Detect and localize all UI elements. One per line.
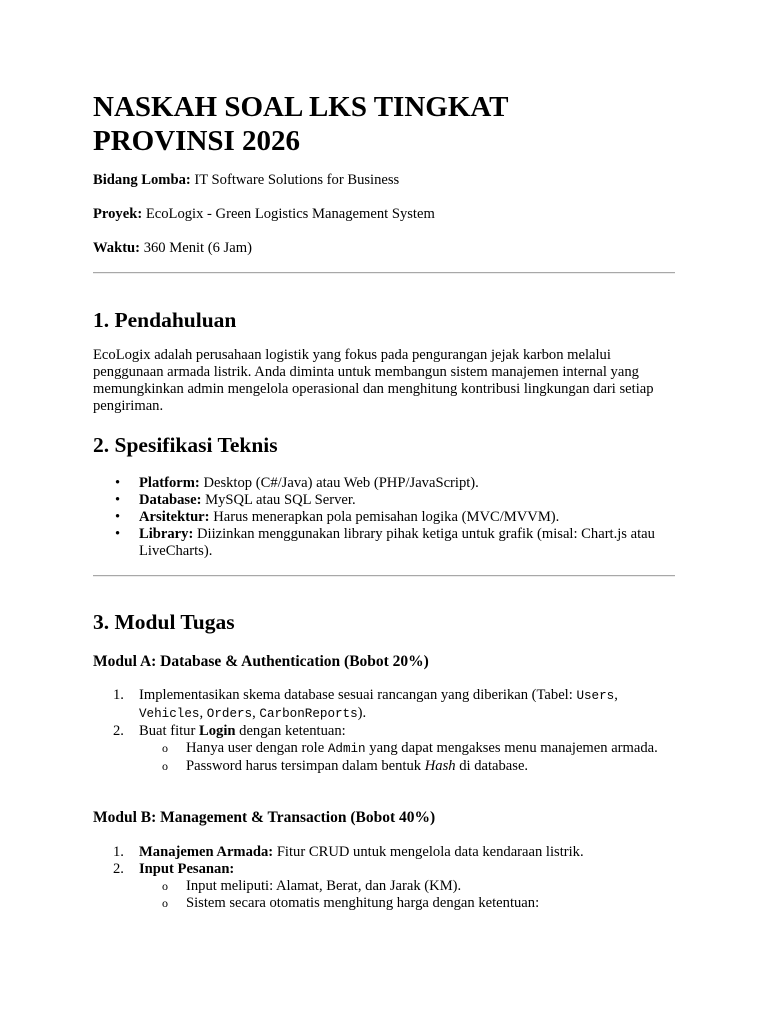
list-item <box>93 509 683 526</box>
list-item <box>93 723 683 740</box>
list-item <box>93 861 683 878</box>
item-text: Buat fitur <box>139 723 199 739</box>
spec-label: Arsitektur: <box>139 509 210 525</box>
meta-waktu-value: 360 Menit (6 Jam) <box>143 240 252 256</box>
sub-list-item <box>93 878 683 895</box>
list-number: 2. <box>113 723 124 739</box>
section-heading-modul-tugas: 3. Modul Tugas <box>93 610 235 634</box>
item-text: yang dapat mengakses menu manajemen armada. <box>365 740 658 756</box>
role-name: Admin <box>327 742 366 756</box>
item-text: Hanya user dengan role <box>186 740 328 756</box>
table-name: Users <box>576 689 615 703</box>
spec-label: Database: <box>139 492 202 508</box>
sub-list-item <box>93 740 683 758</box>
modul-a-list <box>93 687 683 775</box>
list-item <box>93 687 683 723</box>
separator: , <box>252 705 260 721</box>
bullet-icon: • <box>115 475 121 491</box>
list-number: 2. <box>113 861 124 877</box>
bullet-icon: • <box>115 509 121 525</box>
circle-bullet-icon: o <box>162 759 168 773</box>
item-text: Input meliputi: Alamat, Berat, dan Jarak (KM). <box>186 878 462 894</box>
circle-bullet-icon: o <box>162 896 168 910</box>
meta-bidang-label: Bidang Lomba: <box>93 172 191 188</box>
section-heading-spesifikasi: 2. Spesifikasi Teknis <box>93 433 278 457</box>
modul-b-list <box>93 844 683 912</box>
spec-text: Desktop (C#/Java) atau Web (PHP/JavaScript). <box>203 475 479 491</box>
spesifikasi-list <box>93 475 683 560</box>
document-title <box>93 90 683 158</box>
login-label: Login <box>199 723 236 739</box>
divider <box>93 575 675 577</box>
meta-bidang <box>93 172 683 189</box>
divider <box>93 272 675 274</box>
spec-text: Diizinkan menggunakan library pihak ketiga untuk grafik (misal: Chart.js atau LiveCharts). <box>139 526 655 559</box>
bullet-icon: • <box>115 492 121 508</box>
sub-list-item <box>93 895 683 912</box>
list-item <box>93 526 683 560</box>
list-number: 1. <box>113 844 124 860</box>
section-heading-pendahuluan: 1. Pendahuluan <box>93 308 237 332</box>
title-line-2: PROVINSI 2026 <box>93 125 301 157</box>
meta-waktu-label: Waktu: <box>93 240 141 256</box>
sub-list-item <box>93 758 683 775</box>
item-label: Manajemen Armada: <box>139 844 274 860</box>
modul-b-heading: Modul B: Management & Transaction (Bobot 40%) <box>93 809 436 826</box>
table-name: Orders <box>206 707 253 721</box>
separator: , <box>614 687 618 703</box>
meta-bidang-value: IT Software Solutions for Business <box>194 172 400 188</box>
modul-a-heading: Modul A: Database & Authentication (Bobot 20%) <box>93 653 429 670</box>
spec-label: Platform: <box>139 475 200 491</box>
list-number: 1. <box>113 687 124 703</box>
circle-bullet-icon: o <box>162 741 168 755</box>
spec-label: Library: <box>139 526 194 542</box>
item-label: Input Pesanan: <box>139 861 235 877</box>
list-item <box>93 475 683 492</box>
list-item <box>93 844 683 861</box>
meta-proyek-label: Proyek: <box>93 206 143 222</box>
item-text: Fitur CRUD untuk mengelola data kendaraan listrik. <box>273 844 584 860</box>
spec-text: Harus menerapkan pola pemisahan logika (MVC/MVVM). <box>213 509 560 525</box>
table-name: CarbonReports <box>259 707 358 721</box>
bullet-icon: • <box>115 526 121 542</box>
pendahuluan-paragraph: EcoLogix adalah perusahaan logistik yang fokus pada pengurangan jejak karbon melalui penggunaan armada listrik. Anda diminta untuk membangun sistem manajemen internal yang memungkinkan admin mengelola operasional dan menghitung kontribusi lingkungan dari setiap pengiriman. <box>93 347 654 414</box>
table-name: Vehicles <box>139 707 200 721</box>
circle-bullet-icon: o <box>162 879 168 893</box>
item-text: Password harus tersimpan dalam bentuk <box>186 758 425 774</box>
item-text: ). <box>357 705 367 721</box>
item-text: dengan ketentuan: <box>235 723 346 739</box>
meta-proyek <box>93 206 683 223</box>
separator: , <box>199 705 207 721</box>
item-text: di database. <box>455 758 529 774</box>
meta-waktu <box>93 240 683 257</box>
item-text: Sistem secara otomatis menghitung harga dengan ketentuan: <box>186 895 540 911</box>
list-item <box>93 492 683 509</box>
hash-term: Hash <box>424 758 456 774</box>
meta-proyek-value: EcoLogix - Green Logistics Management System <box>145 206 435 222</box>
title-line-1: NASKAH SOAL LKS TINGKAT <box>93 91 509 123</box>
item-text: Implementasikan skema database sesuai rancangan yang diberikan (Tabel: <box>139 687 577 703</box>
spec-text: MySQL atau SQL Server. <box>205 492 356 508</box>
